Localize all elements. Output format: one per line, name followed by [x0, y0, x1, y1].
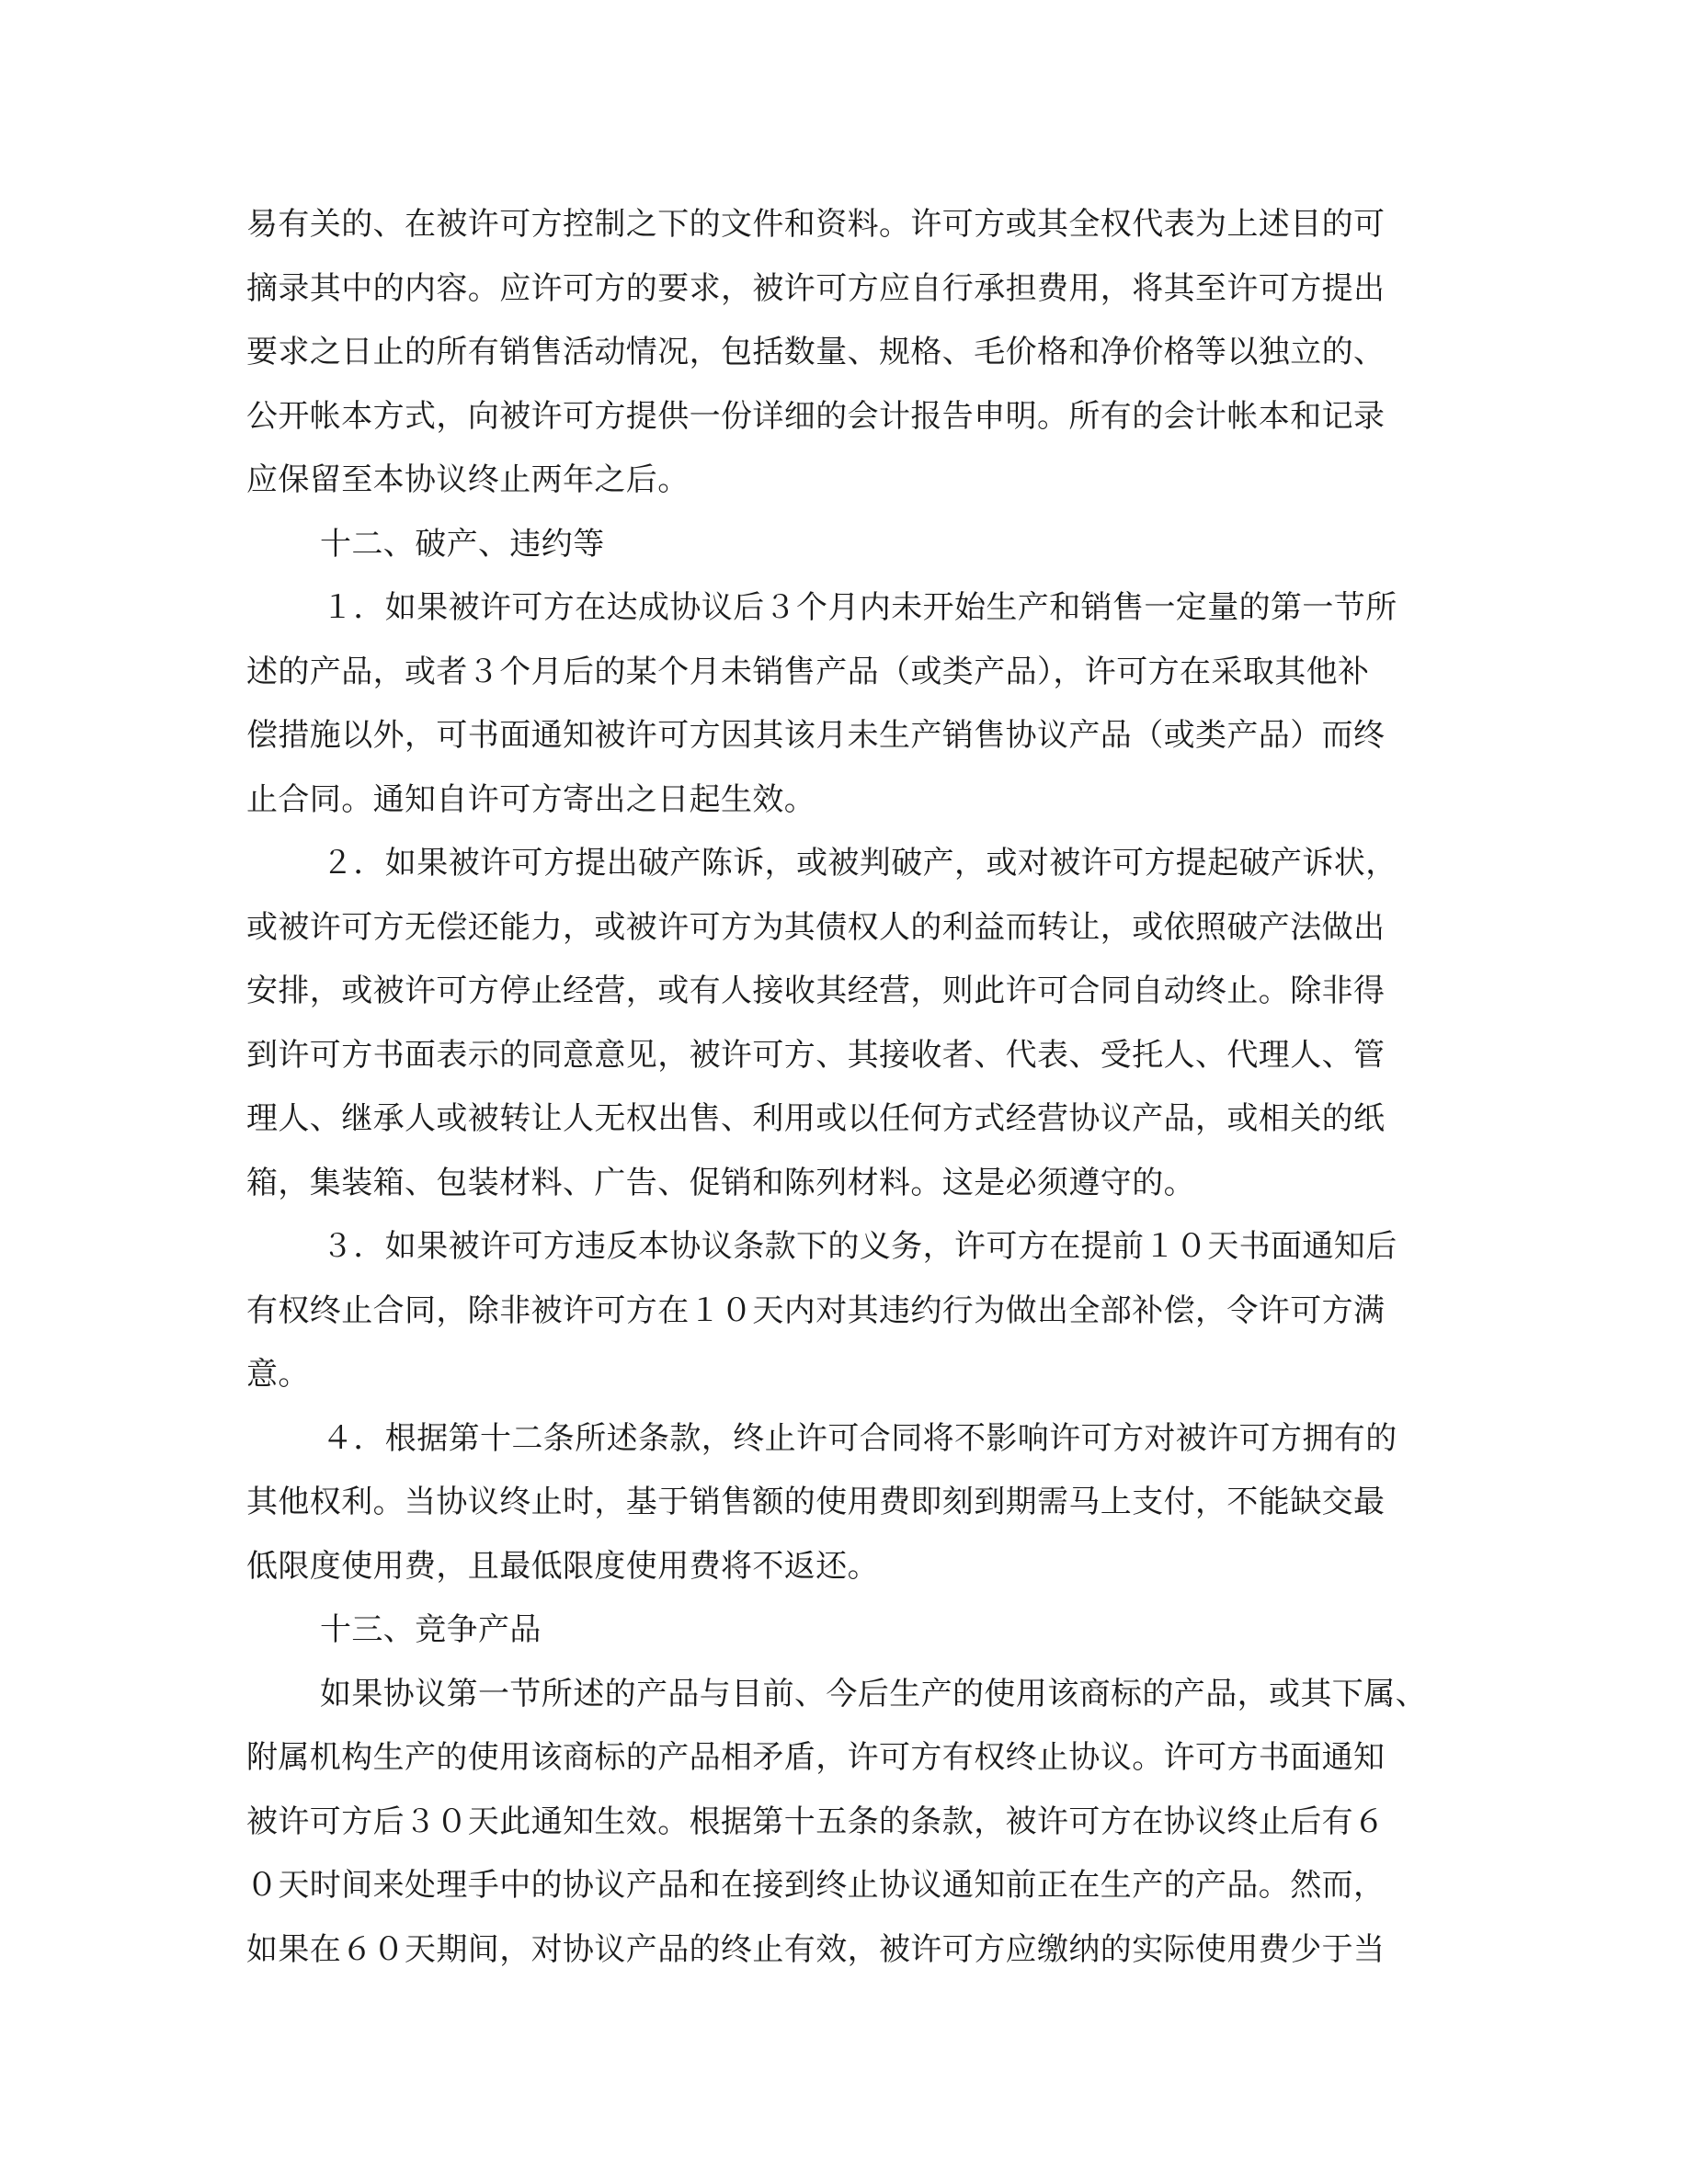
- text-line: 公开帐本方式，向被许可方提供一份详细的会计报告申明。所有的会计帐本和记录: [246, 397, 1386, 435]
- text-line: 箱，集装箱、包装材料、广告、促销和陈列材料。这是必须遵守的。: [246, 1164, 1195, 1201]
- text-line: 被许可方后３０天此通知生效。根据第十五条的条款，被许可方在协议终止后有６: [246, 1803, 1386, 1840]
- text-line: 易有关的、在被许可方控制之下的文件和资料。许可方或其全权代表为上述目的可: [246, 206, 1386, 243]
- text-line: 到许可方书面表示的同意意见，被许可方、其接收者、代表、受托人、代理人、管: [246, 1036, 1386, 1074]
- text-line: 要求之日止的所有销售活动情况，包括数量、规格、毛价格和净价格等以独立的、: [246, 334, 1386, 370]
- text-line: ３．如果被许可方违反本协议条款下的义务，许可方在提前１０天书面通知后: [322, 1228, 1397, 1265]
- text-line: 如果在６０天期间，对协议产品的终止有效，被许可方应缴纳的实际使用费少于当: [246, 1930, 1386, 1968]
- text-line: 十三、竞争产品: [320, 1611, 542, 1648]
- text-line: 摘录其中的内容。应许可方的要求，被许可方应自行承担费用，将其至许可方提出: [246, 269, 1386, 307]
- text-line: 应保留至本协议终止两年之后。: [246, 461, 690, 498]
- text-line: 意。: [246, 1356, 310, 1393]
- text-line: 安排，或被许可方停止经营，或有人接收其经营，则此许可合同自动终止。除非得: [246, 973, 1386, 1009]
- text-line: 止合同。通知自许可方寄出之日起生效。: [246, 780, 816, 818]
- text-line: 理人、继承人或被转让人无权出售、利用或以任何方式经营协议产品，或相关的纸: [246, 1100, 1386, 1137]
- document-body: [246, 193, 1442, 1982]
- text-line: 有权终止合同，除非被许可方在１０天内对其违约行为做出全部补偿，令许可方满: [246, 1291, 1386, 1329]
- text-line: ４．根据第十二条所述条款，终止许可合同将不影响许可方对被许可方拥有的: [322, 1419, 1397, 1457]
- text-line: １．如果被许可方在达成协议后３个月内未开始生产和销售一定量的第一节所: [322, 589, 1397, 626]
- text-line: 附属机构生产的使用该商标的产品相矛盾，许可方有权终止协议。许可方书面通知: [246, 1739, 1386, 1776]
- text-line: 述的产品，或者３个月后的某个月未销售产品（或类产品），许可方在采取其他补: [246, 653, 1370, 690]
- text-line: 低限度使用费，且最低限度使用费将不返还。: [246, 1547, 879, 1585]
- text-line: 十二、破产、违约等: [320, 525, 605, 563]
- text-line: 其他权利。当协议终止时，基于销售额的使用费即刻到期需马上支付，不能缺交最: [246, 1484, 1386, 1520]
- text-line: 如果协议第一节所述的产品与目前、今后生产的使用该商标的产品，或其下属、: [320, 1675, 1427, 1712]
- text-line: 或被许可方无偿还能力，或被许可方为其债权人的利益而转让，或依照破产法做出: [246, 908, 1386, 946]
- text-line: ０天时间来处理手中的协议产品和在接到终止协议通知前正在生产的产品。然而，: [246, 1867, 1386, 1904]
- text-line: 偿措施以外，可书面通知被许可方因其该月未生产销售协议产品（或类产品）而终: [246, 717, 1386, 754]
- text-line: ２．如果被许可方提出破产陈诉，或被判破产，或对被许可方提起破产诉状，: [322, 845, 1397, 882]
